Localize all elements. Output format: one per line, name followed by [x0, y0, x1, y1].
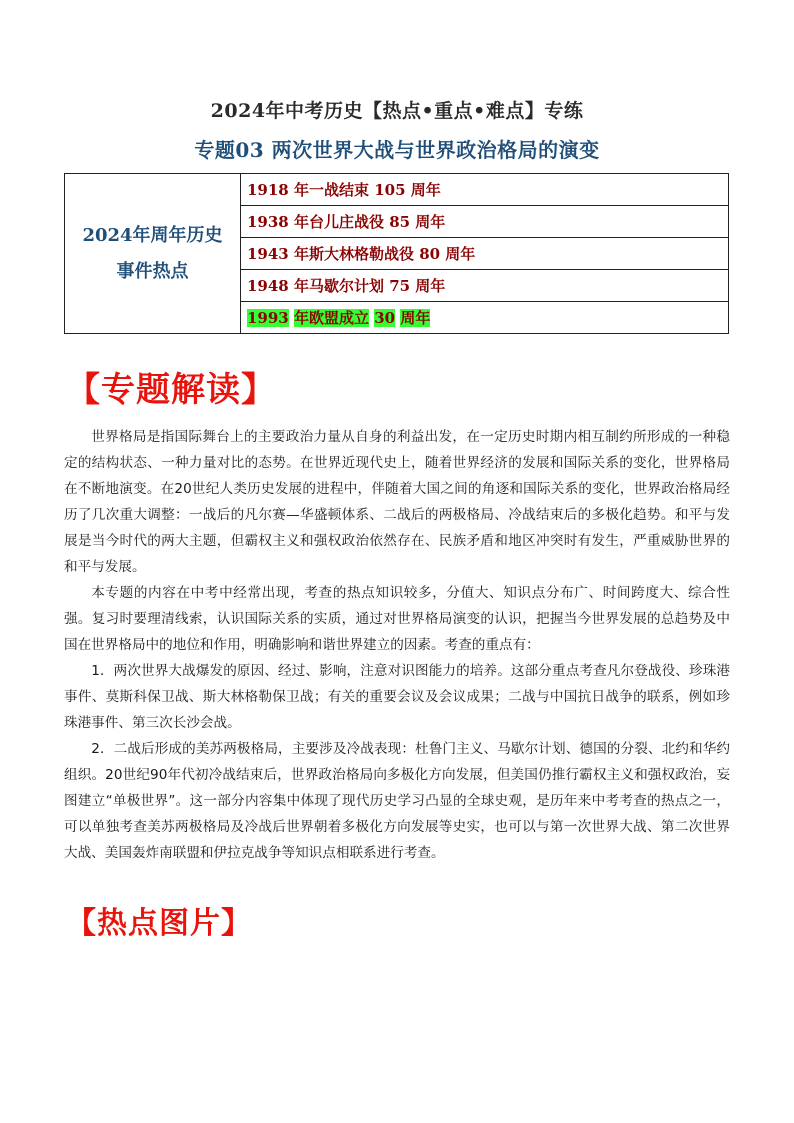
event-row: 1948 年马歇尔计划 75 周年 [241, 270, 729, 302]
paragraph: 本专题的内容在中考中经常出现，考查的热点知识较多，分值大、知识点分布广、时间跨度大、综合性强。复习时要理清线索，认识国际关系的实质，通过对世界格局演变的认识，把握当今世界发展的总趋势及中国在世界格局中的地位和作用，明确影响和谐世界建立的因素。考查的重点有： [64, 585, 730, 653]
page-subtitle: 专题03 两次世界大战与世界政治格局的演变 [194, 138, 600, 162]
paragraph: 世界格局是指国际舞台上的主要政治力量从自身的利益出发，在一定历史时期内相互制约所形成的一种稳定的结构状态、一种力量对比的态势。在世界近现代史上，随着世界经济的发展和国际关系的变化，世界格局在不断地演变。在20世纪人类历史发展的进程中，伴随着大国之间的角逐和国际关系的变化，世界政治格局经历了几次重大调整：一战后的凡尔赛—华盛顿体系、二战后的两极格局、冷战结束后的多极化趋势。和平与发展是当今时代的两大主题，但霸权主义和强权政治依然存在、民族矛盾和地区冲突时有发生，严重威胁世界的和平与发展。 [64, 429, 730, 575]
paragraph: 1．两次世界大战爆发的原因、经过、影响，注意对识图能力的培养。这部分重点考查凡尔登战役、珍珠港事件、莫斯科保卫战、斯大林格勒保卫战；有关的重要会议及会议成果；二战与中国抗日战争的联系，例如珍珠港事件、第三次长沙会战。 [64, 663, 730, 731]
highlight-suffix: 周年 [400, 309, 431, 327]
event-row: 1938 年台儿庄战役 85 周年 [241, 206, 729, 238]
highlight-number: 30 [374, 309, 396, 327]
table-label-line2: 事件热点 [116, 260, 189, 282]
page-title: 2024年中考历史【热点•重点•难点】专练 [210, 100, 584, 122]
paragraph: 2．二战后形成的美苏两极格局，主要涉及冷战表现：杜鲁门主义、马歇尔计划、德国的分裂、北约和华约组织。20世纪90年代初冷战结束后，世界政治格局向多极化方向发展，但美国仍推行霸权主义和强权政治，妄图建立“单极世界”。这一部分内容集中体现了现代历史学习凸显的全球史观，是历年来中考考查的热点之一，可以单独考查美苏两极格局及冷战后世界朝着多极化方向发展等史实，也可以与第一次世界大战、第二次世界大战、美国轰炸南联盟和伊拉克战争等知识点相联系进行考查。 [64, 741, 730, 861]
interpretation-heading: 【专题解读】 [66, 370, 276, 410]
interpretation-body [64, 424, 730, 866]
event-row: 1918 年一战结束 105 周年 [241, 174, 729, 206]
hot-images-heading: 【热点图片】 [66, 906, 252, 941]
table-label-line1: 2024年周年历史 [82, 224, 223, 246]
anniversary-events-table [64, 173, 729, 334]
highlight-event: 年欧盟成立 [293, 309, 369, 327]
table-label-cell [65, 174, 241, 334]
event-row: 1943 年斯大林格勒战役 80 周年 [241, 238, 729, 270]
highlight-year: 1993 [247, 309, 289, 327]
event-row-highlighted [241, 302, 729, 334]
